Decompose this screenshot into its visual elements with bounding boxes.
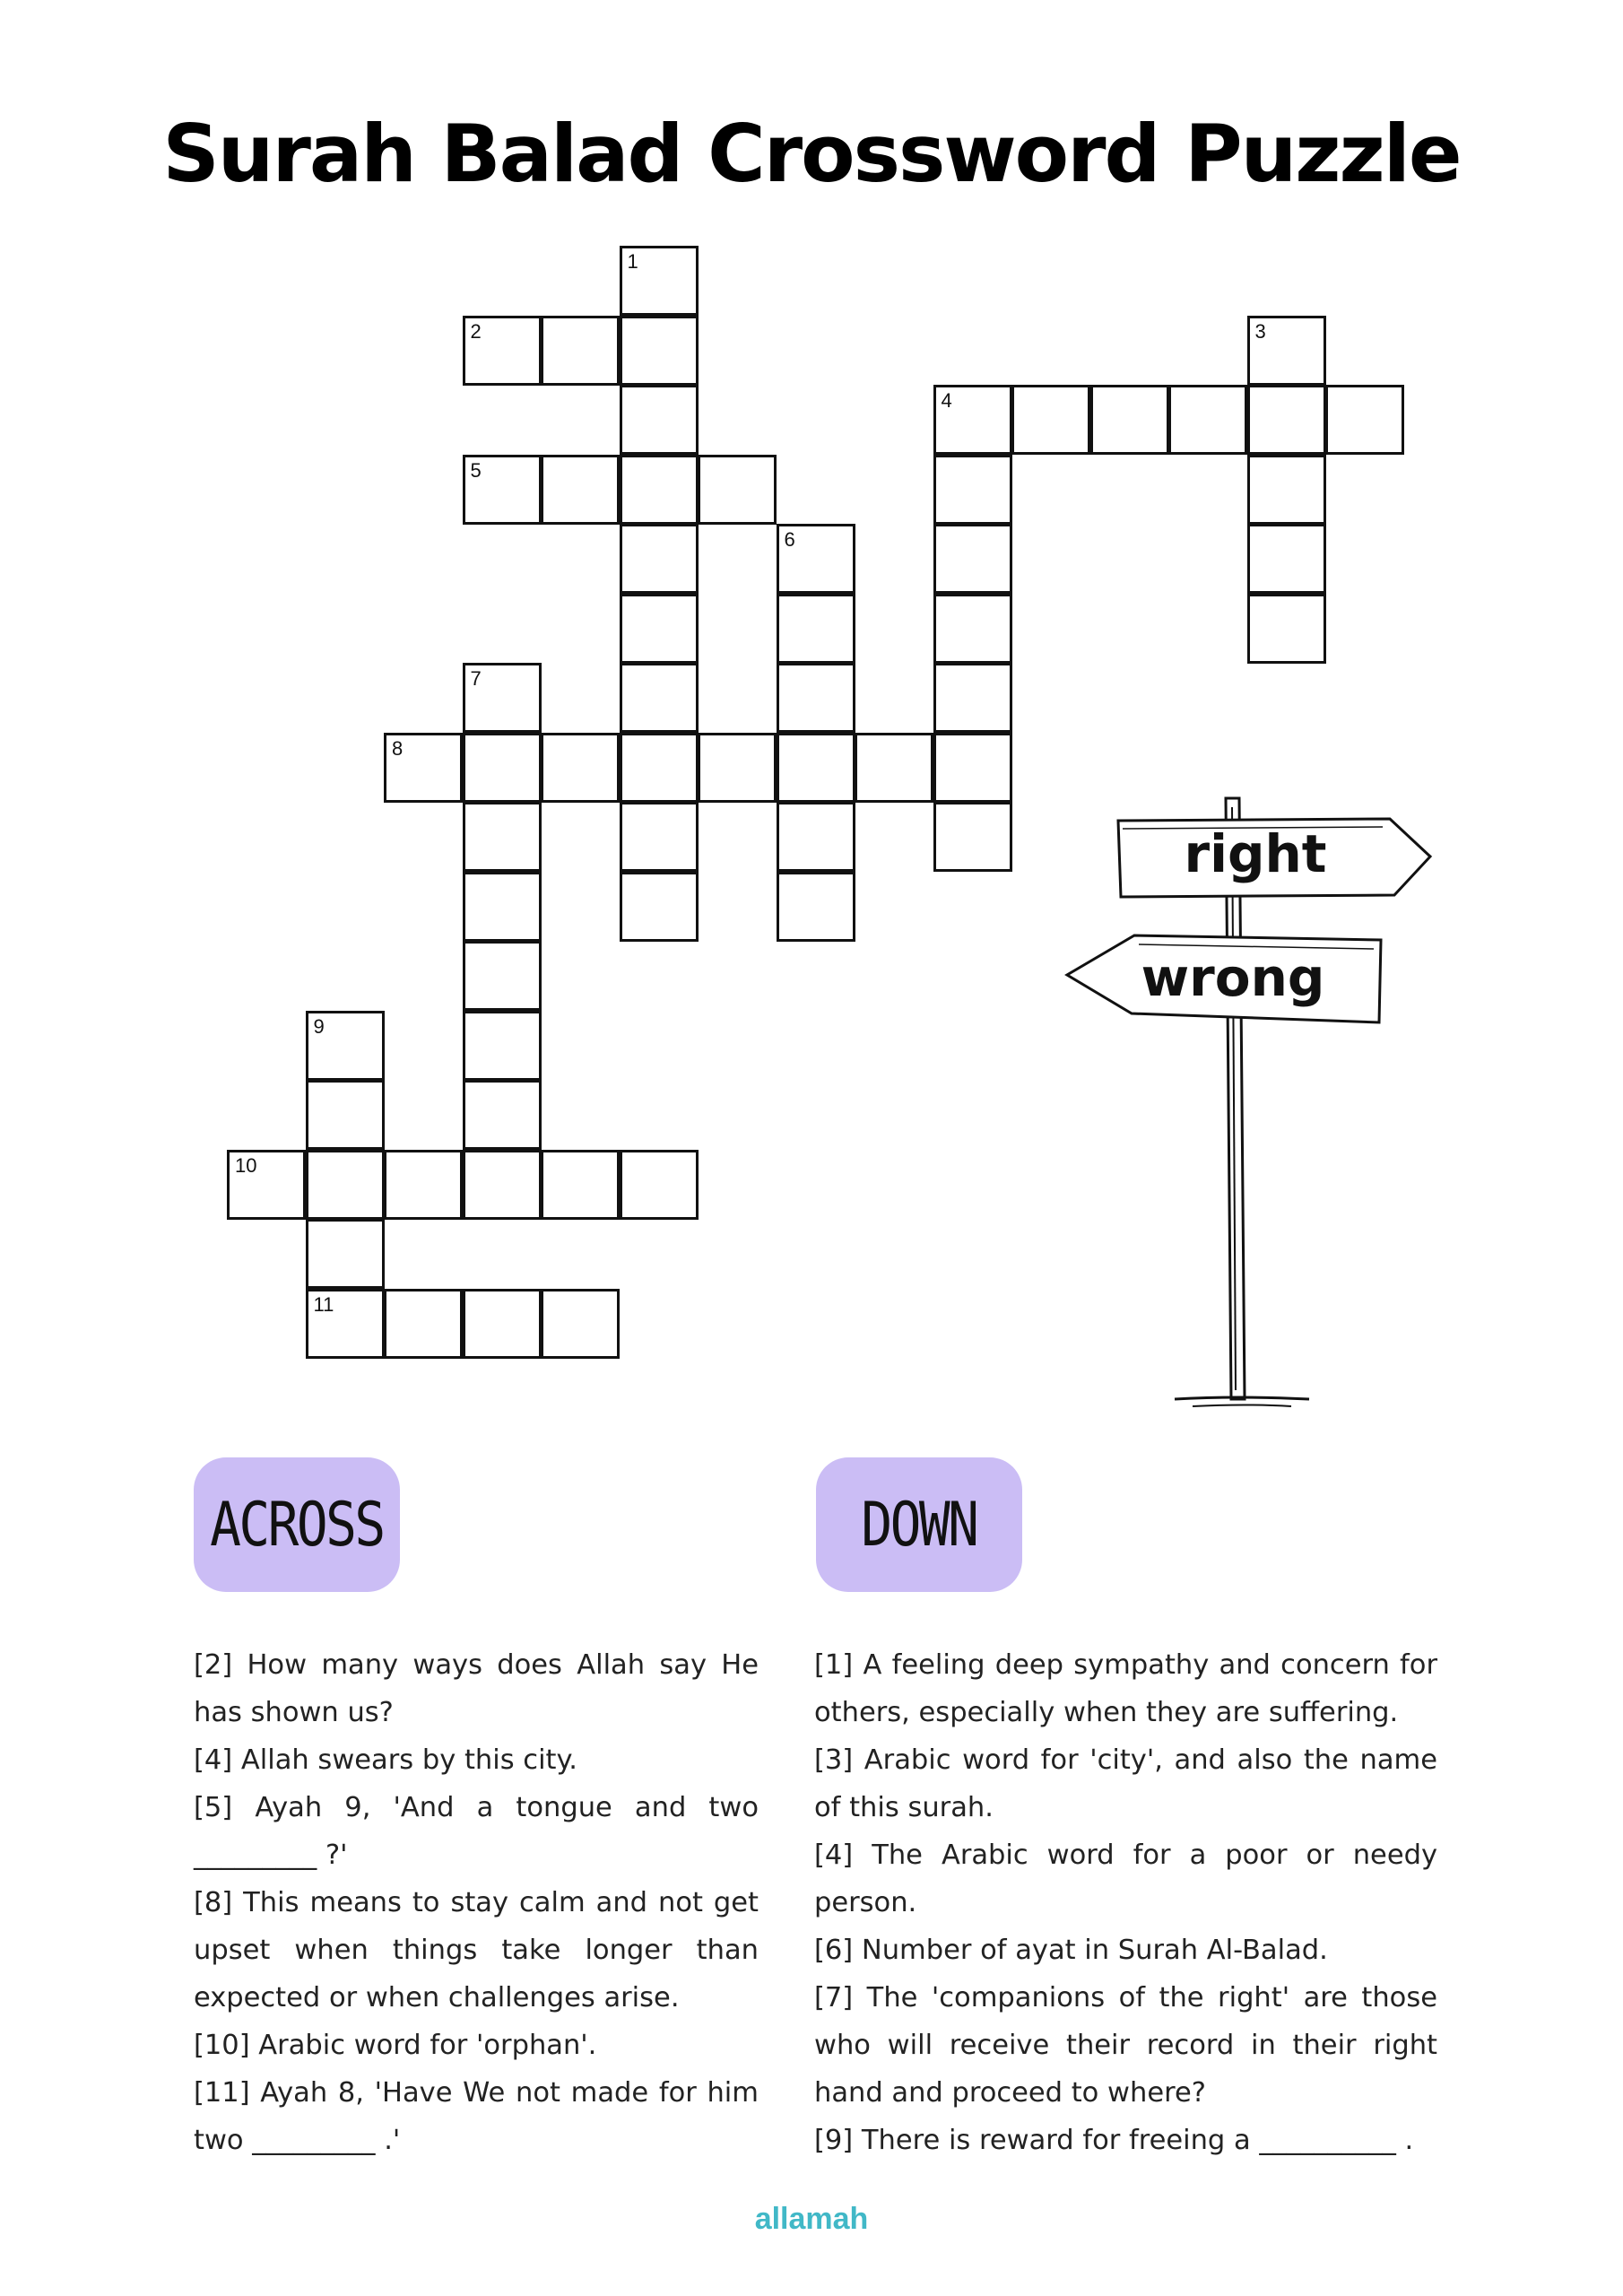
crossword-cell[interactable] [463, 316, 542, 386]
page-title: Surah Balad Crossword Puzzle [162, 108, 1461, 200]
clue-number: 8 [392, 736, 404, 760]
crossword-cell[interactable] [777, 524, 855, 594]
crossword-cell[interactable] [541, 733, 620, 803]
crossword-cell[interactable] [1325, 385, 1404, 455]
across-heading: ACROSS [210, 1489, 384, 1561]
crossword-cell[interactable] [1011, 385, 1090, 455]
crossword-cell[interactable] [306, 1011, 385, 1081]
down-clue: [9] There is reward for freeing a __________ . [814, 2125, 1414, 2156]
crossword-cell[interactable] [933, 385, 1012, 455]
crossword-cell[interactable] [1247, 594, 1326, 664]
across-clue: [5] Ayah 9, 'And a tongue and two _________ ?' [194, 1792, 759, 1871]
crossword-cell[interactable] [620, 872, 699, 942]
down-clue: [4] The Arabic word for a poor or needy person. [814, 1839, 1437, 1918]
down-clue: [6] Number of ayat in Surah Al-Balad. [814, 1935, 1328, 1966]
brand-logo: allamah [754, 2202, 869, 2236]
crossword-cell[interactable] [1247, 524, 1326, 594]
crossword-cell[interactable] [1247, 385, 1326, 455]
crossword-cell[interactable] [1090, 385, 1169, 455]
crossword-cell[interactable] [463, 455, 542, 525]
clue-number: 1 [627, 250, 638, 273]
down-clue: [7] The 'companions of the right' are those who will receive their record in their right hand and proceed to where? [814, 1982, 1437, 2109]
signpost-illustration [1049, 789, 1444, 1417]
clue-number: 9 [313, 1014, 325, 1038]
crossword-cell[interactable] [933, 802, 1012, 872]
across-clue: [8] This means to stay calm and not get upset when things take longer than expected or when challenges arise. [194, 1887, 759, 2013]
crossword-cell[interactable] [1247, 316, 1326, 386]
clue-number: 7 [470, 667, 482, 690]
crossword-cell[interactable] [777, 802, 855, 872]
crossword-cell[interactable] [1247, 455, 1326, 525]
crossword-cell[interactable] [933, 524, 1012, 594]
crossword-cell[interactable] [933, 594, 1012, 664]
crossword-cell[interactable] [1168, 385, 1247, 455]
crossword-cell[interactable] [384, 1289, 463, 1359]
crossword-cell[interactable] [933, 663, 1012, 733]
crossword-cell[interactable] [541, 1150, 620, 1220]
down-heading: DOWN [861, 1489, 977, 1561]
crossword-cell[interactable] [541, 316, 620, 386]
clue-number: 2 [470, 319, 482, 343]
crossword-cell[interactable] [463, 663, 542, 733]
clue-number: 4 [941, 389, 952, 412]
clue-number: 3 [1254, 319, 1266, 343]
down-clues [814, 1641, 1437, 2164]
down-heading-pill [816, 1457, 1022, 1592]
across-clue: [2] How many ways does Allah say He has shown us? [194, 1649, 759, 1728]
crossword-cell[interactable] [463, 1011, 542, 1081]
across-clues [194, 1641, 759, 2164]
across-clue: [4] Allah swears by this city. [194, 1744, 577, 1776]
right-sign-label: right [1184, 823, 1327, 884]
down-clue: [3] Arabic word for 'city', and also the name of this surah. [814, 1744, 1437, 1823]
across-clue: [10] Arabic word for 'orphan'. [194, 2030, 597, 2061]
crossword-cell[interactable] [620, 663, 699, 733]
crossword-cell[interactable] [620, 802, 699, 872]
crossword-cell[interactable] [777, 663, 855, 733]
crossword-cell[interactable] [777, 872, 855, 942]
crossword-cell[interactable] [698, 455, 777, 525]
clue-number: 11 [313, 1292, 334, 1316]
crossword-cell[interactable] [463, 1080, 542, 1150]
crossword-cell[interactable] [227, 1150, 306, 1220]
crossword-cell[interactable] [463, 802, 542, 872]
across-heading-pill [194, 1457, 400, 1592]
clue-number: 10 [235, 1153, 257, 1177]
crossword-cell[interactable] [306, 1080, 385, 1150]
crossword-cell[interactable] [620, 455, 699, 525]
crossword-cell[interactable] [463, 941, 542, 1011]
crossword-cell[interactable] [777, 594, 855, 664]
crossword-cell[interactable] [463, 733, 542, 803]
crossword-cell[interactable] [620, 594, 699, 664]
crossword-cell[interactable] [620, 385, 699, 455]
crossword-cell[interactable] [306, 1219, 385, 1289]
crossword-cell[interactable] [777, 733, 855, 803]
crossword-cell[interactable] [463, 1150, 542, 1220]
across-clue: [11] Ayah 8, 'Have We not made for him two _________ .' [194, 2077, 759, 2156]
crossword-cell[interactable] [620, 1150, 699, 1220]
clue-number: 5 [470, 458, 482, 482]
crossword-cell[interactable] [541, 455, 620, 525]
clue-number: 6 [784, 528, 795, 551]
crossword-cell[interactable] [855, 733, 933, 803]
crossword-cell[interactable] [620, 246, 699, 316]
crossword-cell[interactable] [620, 733, 699, 803]
crossword-cell[interactable] [384, 1150, 463, 1220]
crossword-cell[interactable] [620, 316, 699, 386]
crossword-cell[interactable] [463, 872, 542, 942]
crossword-cell[interactable] [463, 1289, 542, 1359]
crossword-cell[interactable] [698, 733, 777, 803]
crossword-cell[interactable] [933, 455, 1012, 525]
crossword-cell[interactable] [933, 733, 1012, 803]
down-clue: [1] A feeling deep sympathy and concern for others, especially when they are suffering. [814, 1649, 1437, 1728]
wrong-sign-label: wrong [1141, 947, 1325, 1008]
crossword-cell[interactable] [306, 1289, 385, 1359]
crossword-cell[interactable] [541, 1289, 620, 1359]
crossword-cell[interactable] [384, 733, 463, 803]
crossword-cell[interactable] [306, 1150, 385, 1220]
crossword-cell[interactable] [620, 524, 699, 594]
